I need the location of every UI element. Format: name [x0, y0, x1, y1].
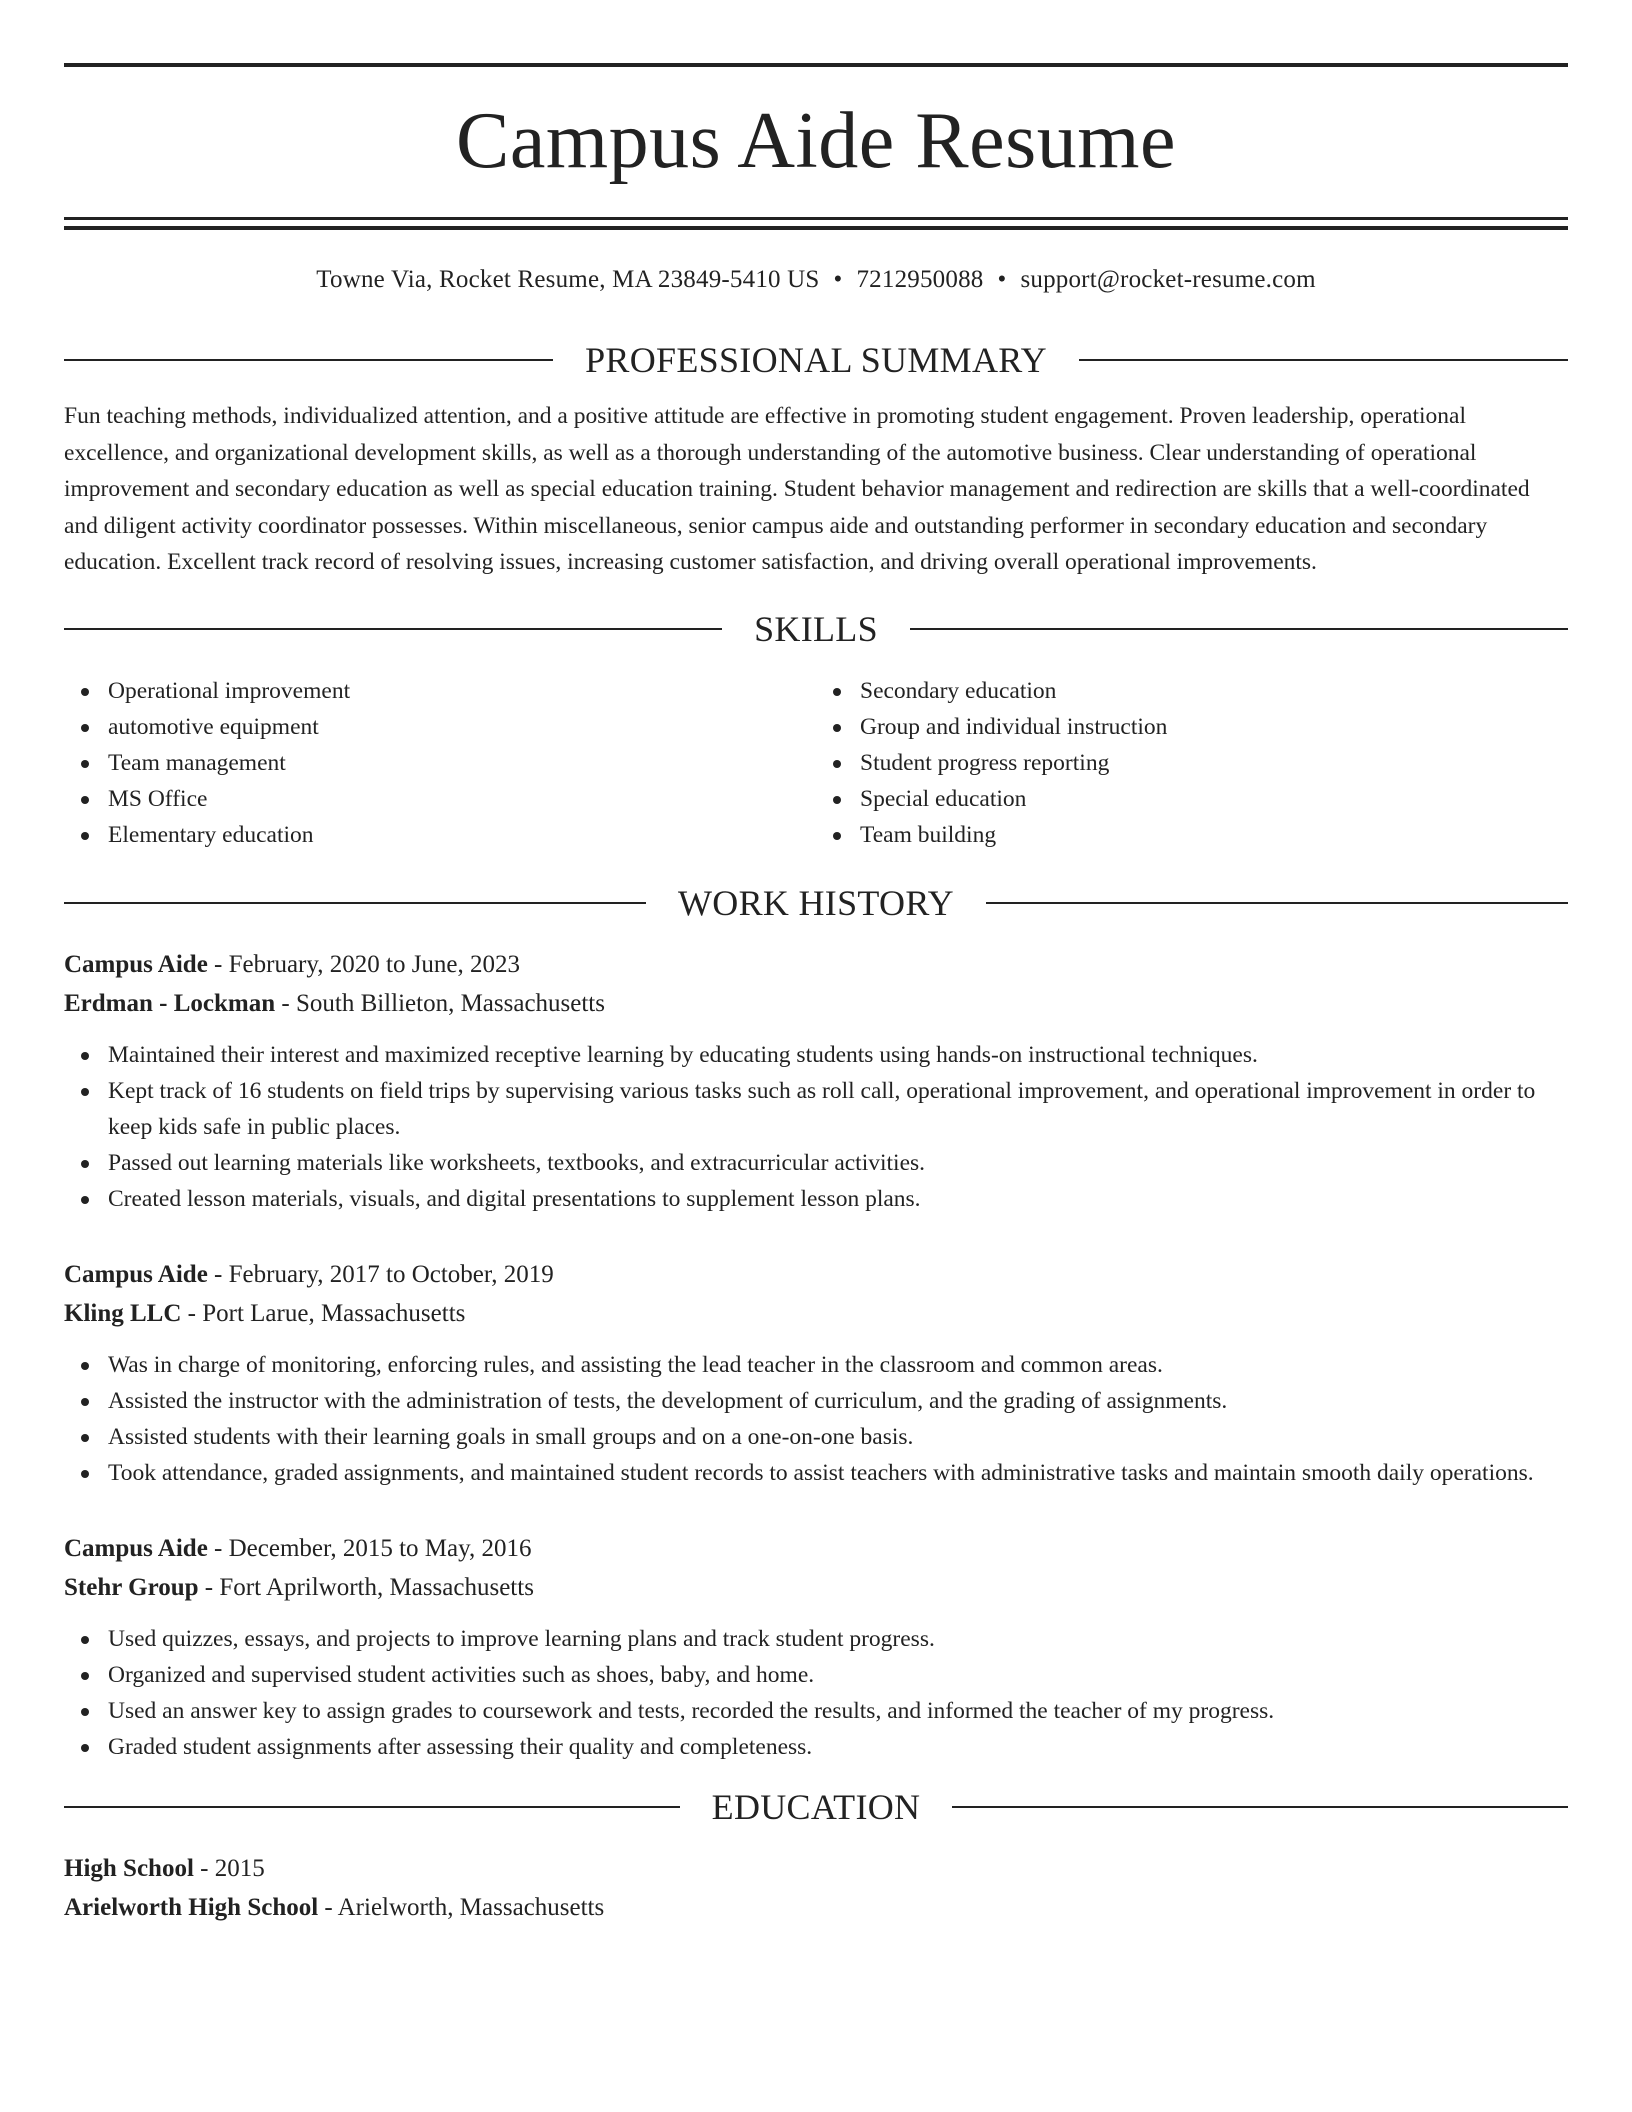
skills-column-right [816, 673, 1568, 853]
job-title-line [64, 945, 1568, 984]
job-duties [64, 1037, 1568, 1217]
divider-line [986, 902, 1568, 904]
section-title: EDUCATION [711, 1786, 921, 1827]
duty-item: Created lesson materials, visuals, and digital presentations to supplement lesson plans. [108, 1181, 1568, 1217]
education-entry [64, 1849, 1568, 1927]
skill-item: Special education [860, 781, 1568, 817]
education-school-line [64, 1888, 1568, 1927]
skills-list [64, 673, 1568, 853]
skill-item: MS Office [108, 781, 816, 817]
top-rule [64, 63, 1568, 67]
skill-item: Secondary education [860, 673, 1568, 709]
job-entry [64, 1529, 1568, 1765]
education-section-heading [64, 1787, 1568, 1827]
education-degree-line [64, 1849, 1568, 1888]
job-location: - Fort Aprilworth, Massachusetts [198, 1573, 534, 1601]
title-double-rule [64, 217, 1568, 230]
contact-email: support@rocket-resume.com [1020, 266, 1316, 293]
skill-item: Team building [860, 817, 1568, 853]
summary-text: Fun teaching methods, individualized attention, and a positive attitude are effective in promoting student engagement. Proven leadership, operational excellence, and organizational development skills, as well as a thorough understanding of the automotive business. Clear understanding of operational improvement and secondary education as well as special education training. Student behavior management and redirection are skills that a well-coordinated and diligent activity coordinator possesses. Within miscellaneous, senior campus aide and outstanding performer in secondary education and secondary education. Excellent track record of resolving issues, increasing customer satisfaction, and driving overall operational improvements. [64, 403, 1530, 575]
skill-item: Elementary education [108, 817, 816, 853]
duty-item: Assisted students with their learning goals in small groups and on a one-on-one basis. [108, 1419, 1568, 1455]
job-company: Erdman - Lockman [64, 989, 276, 1017]
skills-column-left [64, 673, 816, 853]
job-title: Campus Aide [64, 950, 208, 978]
work-section-heading [64, 883, 1568, 923]
contact-line [64, 264, 1568, 296]
job-company: Kling LLC [64, 1299, 182, 1327]
contact-address: Towne Via, Rocket Resume, MA 23849-5410 US [316, 266, 820, 293]
job-location: - Port Larue, Massachusetts [181, 1299, 466, 1327]
job-title-line [64, 1255, 1568, 1294]
skill-item: Student progress reporting [860, 745, 1568, 781]
skill-item: automotive equipment [108, 709, 816, 745]
job-dates: - February, 2017 to October, 2019 [207, 1260, 554, 1288]
section-title: SKILLS [754, 608, 878, 649]
duty-item: Organized and supervised student activities such as shoes, baby, and home. [108, 1657, 1568, 1693]
job-entry [64, 1255, 1568, 1491]
job-duties [64, 1621, 1568, 1765]
job-title: Campus Aide [64, 1260, 208, 1288]
divider-line [64, 359, 553, 361]
job-duties [64, 1347, 1568, 1491]
duty-item: Was in charge of monitoring, enforcing rules, and assisting the lead teacher in the classroom and common areas. [108, 1347, 1568, 1383]
job-title-line [64, 1529, 1568, 1568]
job-company-line [64, 984, 1568, 1023]
summary-section-heading [64, 340, 1568, 380]
duty-item: Used quizzes, essays, and projects to improve learning plans and track student progress. [108, 1621, 1568, 1657]
education-school: Arielworth High School [64, 1893, 319, 1921]
divider-line [64, 1806, 680, 1808]
divider-line [1079, 359, 1568, 361]
job-company-line [64, 1568, 1568, 1607]
duty-item: Took attendance, graded assignments, and maintained student records to assist teachers with administrative tasks and maintain smooth daily operations. [108, 1455, 1568, 1491]
divider-line [64, 902, 646, 904]
job-dates: - December, 2015 to May, 2016 [207, 1534, 532, 1562]
section-title: PROFESSIONAL SUMMARY [585, 340, 1047, 380]
skill-item: Team management [108, 745, 816, 781]
job-entry [64, 945, 1568, 1217]
divider-line [952, 1806, 1568, 1808]
duty-item: Kept track of 16 students on field trips by supervising various tasks such as roll call, operational improvement, and operational improvement in order to keep kids safe in public places. [108, 1073, 1568, 1145]
job-location: - South Billieton, Massachusetts [275, 989, 605, 1017]
duty-item: Graded student assignments after assessing their quality and completeness. [108, 1729, 1568, 1765]
divider-line [910, 628, 1568, 630]
divider-line [64, 628, 722, 630]
duty-item: Maintained their interest and maximized receptive learning by educating students using hands-on instructional techniques. [108, 1037, 1568, 1073]
duty-item: Assisted the instructor with the administration of tests, the development of curriculum, and the grading of assignments. [108, 1383, 1568, 1419]
contact-phone: 7212950088 [856, 266, 984, 293]
job-title: Campus Aide [64, 1534, 208, 1562]
skills-section-heading [64, 609, 1568, 649]
page-title: Campus Aide Resume [455, 97, 1177, 185]
section-title: WORK HISTORY [678, 882, 954, 923]
skill-item: Group and individual instruction [860, 709, 1568, 745]
skill-item: Operational improvement [108, 673, 816, 709]
duty-item: Passed out learning materials like worksheets, textbooks, and extracurricular activities. [108, 1145, 1568, 1181]
education-year: - 2015 [193, 1854, 265, 1882]
job-company-line [64, 1294, 1568, 1333]
duty-item: Used an answer key to assign grades to coursework and tests, recorded the results, and informed the teacher of my progress. [108, 1693, 1568, 1729]
contact-separator: • [833, 266, 843, 293]
education-location: - Arielworth, Massachusetts [318, 1893, 605, 1921]
job-company: Stehr Group [64, 1573, 199, 1601]
education-degree: High School [64, 1854, 194, 1882]
contact-separator: • [997, 266, 1007, 293]
job-dates: - February, 2020 to June, 2023 [207, 950, 521, 978]
